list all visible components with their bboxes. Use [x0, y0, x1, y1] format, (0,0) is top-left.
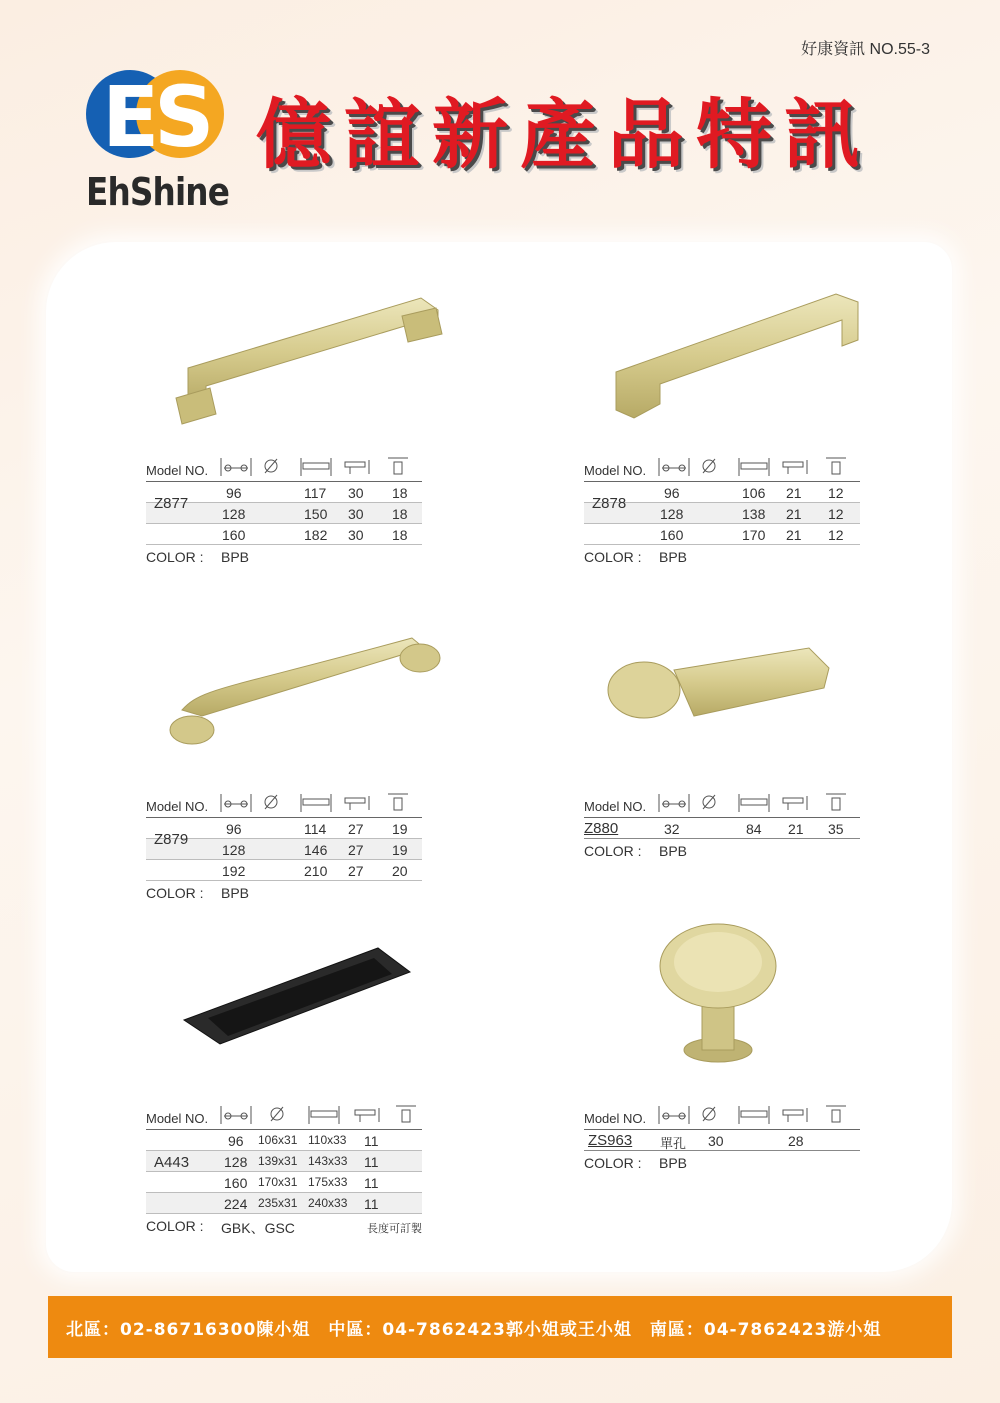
hole-distance-icon	[218, 790, 254, 814]
model-no-label: Model NO.	[146, 799, 209, 814]
cell: 27	[348, 821, 364, 837]
cell: 30	[348, 527, 364, 543]
z880-knob-head	[608, 662, 680, 718]
model-number: Z878	[592, 495, 627, 512]
cell: 170	[742, 527, 766, 543]
spec-header	[146, 448, 422, 482]
cell: 11	[364, 1154, 379, 1170]
spec-table-a443	[146, 1096, 422, 1236]
cell: 210	[304, 863, 328, 879]
z879-handle-image	[162, 618, 462, 748]
height-icon	[342, 790, 374, 814]
cell: 12	[828, 485, 844, 501]
cell: 11	[364, 1133, 379, 1149]
model-number: Z877	[154, 495, 189, 512]
central-region-contact: 中區：04-7862423郭小姐或王小姐	[328, 1319, 632, 1340]
cell: 170x31	[258, 1175, 298, 1189]
height-icon	[780, 454, 812, 478]
cell: 160	[660, 527, 684, 543]
hole-distance-icon	[656, 790, 692, 814]
width-icon	[824, 790, 848, 814]
cell: 21	[786, 527, 802, 543]
cell: 96	[664, 485, 680, 501]
height-icon	[352, 1102, 384, 1126]
height-icon	[780, 1102, 812, 1126]
spec-header	[584, 784, 860, 818]
cell: 32	[664, 821, 680, 837]
cell: 12	[828, 527, 844, 543]
length-icon	[736, 790, 772, 814]
cell: 30	[708, 1133, 724, 1149]
model-no-label: Model NO.	[584, 799, 647, 814]
diameter-icon	[260, 454, 282, 478]
color-value: GBK、GSC	[221, 1220, 295, 1236]
color-label: COLOR :	[584, 549, 642, 565]
cell: 27	[348, 863, 364, 879]
length-icon	[736, 454, 772, 478]
cell: 21	[786, 506, 802, 522]
product-card	[46, 242, 952, 1272]
color-label: COLOR :	[146, 885, 204, 901]
cell: 128	[224, 1154, 248, 1170]
model-number: Z880	[584, 820, 619, 837]
width-icon	[824, 1102, 848, 1126]
hole-distance-icon	[656, 1102, 692, 1126]
spec-header	[146, 1096, 422, 1130]
hole-distance-icon	[218, 454, 254, 478]
spec-table-z878	[584, 448, 860, 567]
cell: 160	[224, 1175, 248, 1191]
width-icon	[394, 1102, 418, 1126]
cell: 160	[222, 527, 246, 543]
color-value: BPB	[221, 549, 250, 565]
width-icon	[386, 790, 410, 814]
contact-footer	[48, 1296, 952, 1358]
cell: 128	[222, 506, 246, 522]
length-icon	[298, 454, 334, 478]
cell: 224	[224, 1196, 248, 1212]
cell: 175x33	[308, 1175, 348, 1189]
spec-table-z879	[146, 784, 422, 903]
color-label: COLOR :	[146, 549, 204, 565]
cell: 27	[348, 842, 364, 858]
cell: 21	[786, 485, 802, 501]
length-icon	[306, 1102, 342, 1126]
model-number: ZS963	[588, 1132, 633, 1149]
color-label: COLOR :	[584, 843, 642, 859]
color-value: BPB	[221, 885, 250, 901]
page-title: 億誼新產品特訊	[256, 90, 872, 179]
brand-name: EhShine	[86, 170, 230, 214]
cell: 84	[746, 821, 762, 837]
cell: 20	[392, 863, 408, 879]
spec-table-z877	[146, 448, 422, 567]
model-number: Z879	[154, 831, 189, 848]
cell: 單孔	[660, 1136, 687, 1151]
svg-text:E: E	[102, 68, 160, 166]
cell: 96	[226, 821, 242, 837]
cell: 35	[828, 821, 844, 837]
model-number: A443	[154, 1154, 190, 1171]
color-label: COLOR :	[146, 1218, 204, 1234]
cell: 106x31	[258, 1133, 298, 1147]
hole-distance-icon	[656, 454, 692, 478]
cell: 30	[348, 485, 364, 501]
cell: 11	[364, 1175, 379, 1191]
a443-recessed-pull-image	[178, 942, 418, 1052]
svg-text:S: S	[154, 68, 215, 166]
cell: 117	[304, 485, 327, 501]
diameter-icon	[266, 1102, 288, 1126]
model-no-label: Model NO.	[146, 1111, 209, 1126]
diameter-icon	[698, 1102, 720, 1126]
cell: 19	[392, 821, 408, 837]
spec-table-z880	[584, 784, 860, 861]
cell: 11	[364, 1196, 379, 1212]
north-region-contact: 北區：02-86716300陳小姐	[66, 1319, 311, 1340]
model-no-label: Model NO.	[146, 463, 209, 478]
model-no-label: Model NO.	[584, 1111, 647, 1126]
spec-header	[584, 1096, 860, 1130]
height-icon	[342, 454, 374, 478]
cell: 96	[226, 485, 242, 501]
cell: 182	[304, 527, 328, 543]
width-icon	[824, 454, 848, 478]
cell: 192	[222, 863, 246, 879]
cell: 18	[392, 506, 408, 522]
cell: 143x33	[308, 1154, 348, 1168]
cell: 138	[742, 506, 766, 522]
color-value: BPB	[659, 1155, 688, 1171]
diameter-icon	[260, 790, 282, 814]
cell: 106	[742, 485, 766, 501]
custom-length-note: 長度可訂製	[367, 1223, 422, 1235]
cell: 139x31	[258, 1154, 298, 1168]
model-no-label: Model NO.	[584, 463, 647, 478]
south-region-contact: 南區：04-7862423游小姐	[649, 1319, 882, 1340]
z877-handle-image	[166, 286, 456, 436]
issue-number: 好康資訊 NO.55-3	[801, 41, 930, 58]
spec-header	[584, 448, 860, 482]
zs963-knob-image	[654, 922, 784, 1072]
width-icon	[386, 454, 410, 478]
cell: 18	[392, 527, 408, 543]
cell: 146	[304, 842, 328, 858]
cell: 18	[392, 485, 408, 501]
z880-knob-bar	[674, 648, 829, 716]
cell: 96	[228, 1133, 244, 1149]
z878-handle-image	[606, 292, 866, 422]
cell: 240x33	[308, 1196, 348, 1210]
cell: 150	[304, 506, 328, 522]
color-value: BPB	[659, 843, 688, 859]
cell: 30	[348, 506, 364, 522]
height-icon	[780, 790, 812, 814]
cell: 12	[828, 506, 844, 522]
cell: 235x31	[258, 1196, 298, 1210]
length-icon	[298, 790, 334, 814]
hole-distance-icon	[218, 1102, 254, 1126]
cell: 28	[788, 1133, 804, 1149]
cell: 128	[222, 842, 246, 858]
cell: 21	[788, 821, 804, 837]
color-value: BPB	[659, 549, 688, 565]
diameter-icon	[698, 454, 720, 478]
color-label: COLOR :	[584, 1155, 642, 1171]
spec-table-zs963	[584, 1096, 860, 1173]
cell: 128	[660, 506, 684, 522]
spec-header	[146, 784, 422, 818]
cell: 110x33	[308, 1133, 347, 1147]
length-icon	[736, 1102, 772, 1126]
diameter-icon	[698, 790, 720, 814]
cell: 19	[392, 842, 408, 858]
cell: 114	[304, 821, 327, 837]
